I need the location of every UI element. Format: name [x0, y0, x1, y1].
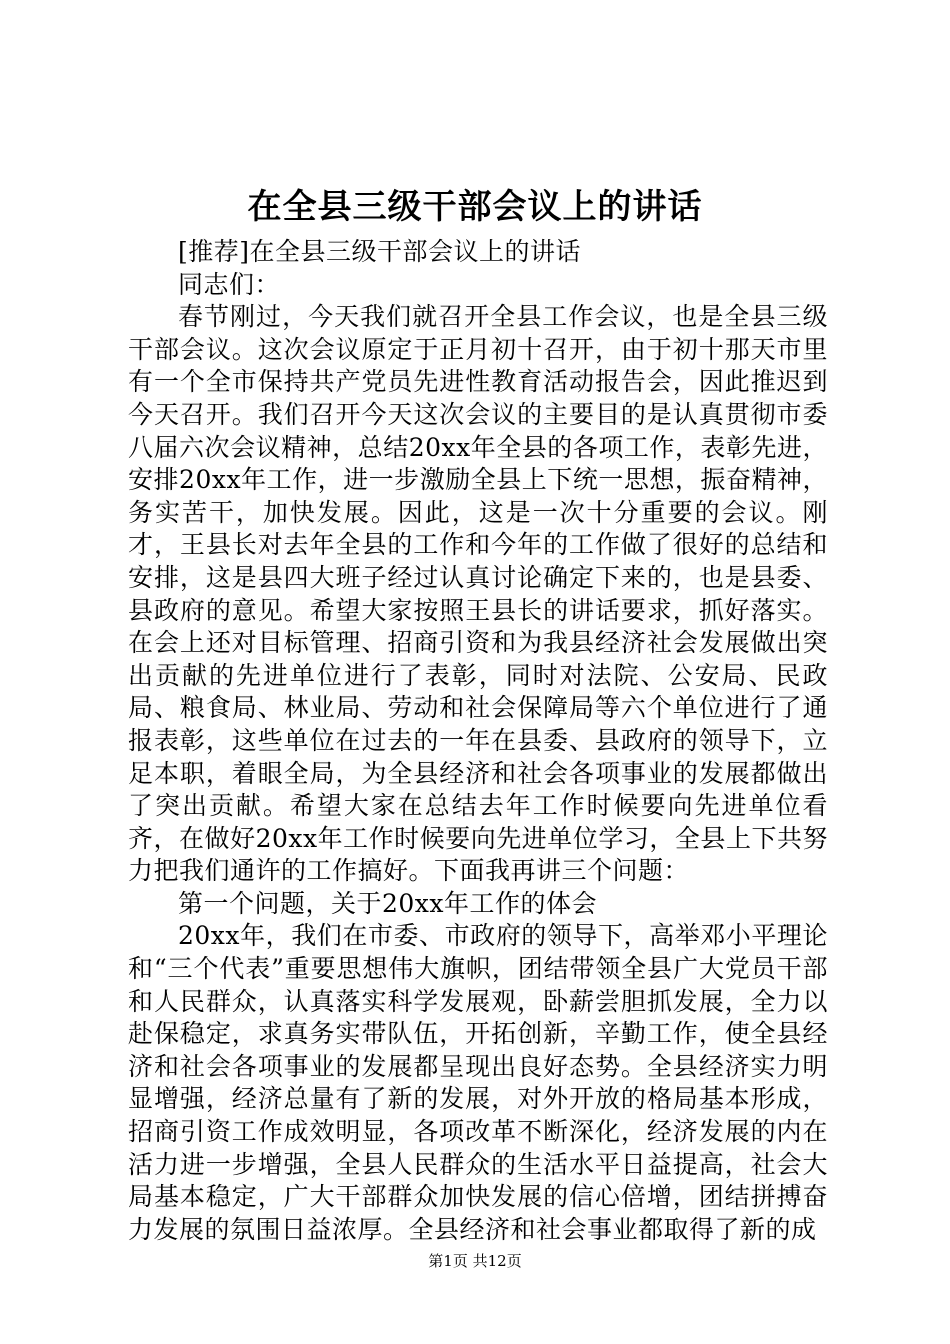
body-paragraph: 20xx年，我们在市委、市政府的领导下，高举邓小平理论和“三个代表”重要思想伟大旗帜，团结带领全县广大党员干部和人民群众，认真落实科学发展观，卧薪尝胆抓发展，全力以赴保稳定，求真务实带队伍，开拓创新，辛勤工作，使全县经济和社会各项事业的发展都呈现出良好态势。全县经济实力明显增强，经济总量有了新的发展，对外开放的格局基本形成，招商引资工作成效明显，各项改革不断深化，经济发展的内在活力进一步增强，全县人民群众的生活水平日益提高，社会大局基本稳定，广大干部群众加快发展的信心倍增，团结拼搏奋力发展的氛围日益浓厚。全县经济和社会事业都取得了新的成 — [128, 921, 828, 1244]
document-title: 在全县三级干部会议上的讲话 — [247, 187, 703, 227]
section-heading: 第一个问题，关于20xx年工作的体会 — [178, 888, 598, 918]
page-number-footer: 第1页 共12页 — [428, 1252, 522, 1270]
salutation: 同志们： — [178, 269, 281, 299]
body-paragraph: 春节刚过，今天我们就召开全县工作会议，也是全县三级干部会议。这次会议原定于正月初十召开，由于初十那天市里有一个全市保持共产党员先进性教育活动报告会，因此推迟到今天召开。我们召开今天这次会议的主要目的是认真贯彻市委八届六次会议精神，总结20xx年全县的各项工作，表彰先进，安排20xx年工作，进一步激励全县上下统一思想，振奋精神，务实苦干，加快发展。因此，这是一次十分重要的会议。刚才，王县长对去年全县的工作和今年的工作做了很好的总结和安排，这是县四大班子经过认真讨论确定下来的，也是县委、县政府的意见。希望大家按照王县长的讲话要求，抓好落实。在会上还对目标管理、招商引资和为我县经济社会发展做出突出贡献的先进单位进行了表彰，同时对法院、公安局、民政局、粮食局、林业局、劳动和社会保障局等六个单位进行了通报表彰，这些单位在过去的一年在县委、县政府的领导下，立足本职，着眼全局，为全县经济和社会各项事业的发展都做出了突出贡献。希望大家在总结去年工作时候要向先进单位看齐，在做好20xx年工作时候要向先进单位学习，全县上下共努力把我们通许的工作搞好。下面我再讲三个问题： — [128, 302, 828, 886]
document-body — [128, 236, 828, 1246]
recommend-line: [推荐]在全县三级干部会议上的讲话 — [178, 237, 582, 266]
